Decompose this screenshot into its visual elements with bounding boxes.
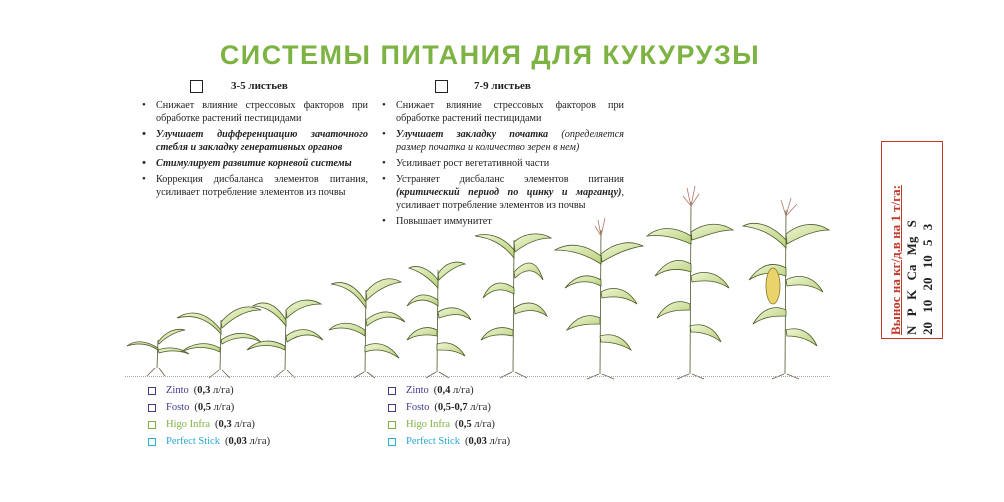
dose-value: 0,5-0,7	[437, 402, 468, 413]
product-checkbox[interactable]	[388, 404, 396, 412]
dose-value: 0,03	[468, 436, 487, 447]
dose-unit: л/га)	[210, 402, 235, 413]
corn-plant-stage-7	[555, 218, 643, 374]
dose-value: 0,5	[197, 402, 211, 413]
nutrient-removal-box	[881, 141, 943, 339]
product-dose: (0,5 л/га)	[455, 419, 495, 430]
list-item: • Повышает иммунитет	[380, 215, 624, 228]
stage-label: 7-9 листьев	[474, 80, 531, 92]
dose-value: 0,3	[218, 419, 232, 430]
product-name: Perfect Stick	[406, 436, 460, 447]
product-higo-infra	[388, 416, 510, 433]
list-item: • Коррекция дисбаланса элементов питания, усиливает потребление элементов из почвы	[140, 173, 368, 199]
page-title: СИСТЕМЫ ПИТАНИЯ ДЛЯ КУКУРУЗЫ	[219, 40, 761, 70]
dose-unit: л/га)	[210, 385, 234, 396]
corn-plant-stage-9	[743, 198, 829, 374]
product-zinto	[148, 382, 270, 399]
product-perfect-stick	[148, 433, 270, 450]
corn-plant-stage-4	[329, 279, 405, 372]
removal-values: 20 10 20 10 5 3	[920, 223, 935, 335]
product-dose: (0,5 л/га)	[194, 402, 235, 413]
nutrient-removal-text	[888, 145, 936, 335]
corn-plant-stage-5	[407, 262, 471, 372]
list-item-bold: Улучшает закладку початка	[396, 129, 549, 140]
dose-value: 0,4	[437, 385, 451, 396]
corn-plant-stage-2	[177, 307, 261, 370]
product-checkbox[interactable]	[148, 387, 156, 395]
product-fosto	[388, 399, 510, 416]
corn-plant-stage-3	[247, 300, 323, 370]
product-name: Higo Infra	[406, 419, 451, 430]
product-name: Fosto	[166, 402, 190, 413]
list-item: • Усиливает рост вегетативной части	[380, 157, 624, 170]
dose-value: 0,3	[197, 385, 211, 396]
list-item: • Снижает влияние стрессовых факторов при обработке растений пестицидами	[380, 99, 624, 125]
dose-value: 0,03	[228, 436, 247, 447]
dose-unit: л/га)	[467, 402, 491, 413]
list-item: • Стимулирует развитие корневой системы	[140, 157, 368, 170]
products-stage-7-9	[388, 382, 510, 450]
product-dose: (0,3 л/га)	[193, 385, 234, 396]
dose-unit: л/га)	[246, 436, 271, 447]
checkbox-stage-7-9[interactable]	[435, 80, 448, 93]
list-item	[380, 128, 624, 154]
product-checkbox[interactable]	[148, 438, 156, 446]
list-item-bold: (критический период по цинку и марганцу)	[396, 187, 622, 198]
corn-growth-illustration	[125, 180, 835, 380]
product-checkbox[interactable]	[388, 387, 396, 395]
product-dose: (0,4 л/га)	[433, 385, 474, 396]
product-name: Higo Infra	[166, 419, 211, 430]
checkbox-stage-3-5[interactable]	[190, 80, 203, 93]
corn-plant-stage-8	[647, 186, 733, 374]
list-item-text: , усиливает потребление элементов из почвы	[396, 187, 624, 211]
product-higo-infra	[148, 416, 270, 433]
dose-unit: л/га)	[231, 419, 255, 430]
product-fosto	[148, 399, 270, 416]
list-item: • Снижает влияние стрессовых факторов при обработке растений пестицидами	[140, 99, 368, 125]
product-checkbox[interactable]	[148, 404, 156, 412]
product-zinto	[388, 382, 510, 399]
dose-unit: л/га)	[450, 385, 474, 396]
product-name: Zinto	[406, 385, 429, 396]
product-dose: (0,03 л/га)	[464, 436, 511, 447]
product-checkbox[interactable]	[388, 438, 396, 446]
product-checkbox[interactable]	[388, 421, 396, 429]
products-stage-3-5	[148, 382, 270, 450]
dose-value: 0,5	[458, 419, 472, 430]
list-item: • Улучшает дифференциацию зачаточного стебля и закладку генеративных органов	[140, 128, 368, 154]
product-dose: (0,03 л/га)	[224, 436, 271, 447]
product-dose: (0,5-0,7 л/га)	[434, 402, 491, 413]
dose-unit: л/га)	[471, 419, 495, 430]
list-item-note: (определяется размер початка и количество зерен в нем)	[396, 129, 625, 153]
product-dose: (0,3 л/га)	[215, 419, 255, 430]
product-name: Perfect Stick	[166, 436, 220, 447]
dose-unit: л/га)	[486, 436, 511, 447]
product-name: Zinto	[166, 385, 189, 396]
ground-line	[125, 376, 830, 378]
stage-label: 3-5 листьев	[231, 80, 288, 92]
product-checkbox[interactable]	[148, 421, 156, 429]
product-perfect-stick	[388, 433, 510, 450]
product-name: Fosto	[406, 402, 430, 413]
removal-elements: N P K Ca Mg S	[904, 220, 919, 335]
corn-plant-stage-6	[475, 234, 551, 372]
removal-heading: Вынос на кг/д.в на 1 т/га:	[888, 185, 903, 335]
list-item-text: Устраняет дисбаланс элементов питания	[396, 174, 624, 185]
corn-plant-stage-1	[127, 329, 189, 368]
